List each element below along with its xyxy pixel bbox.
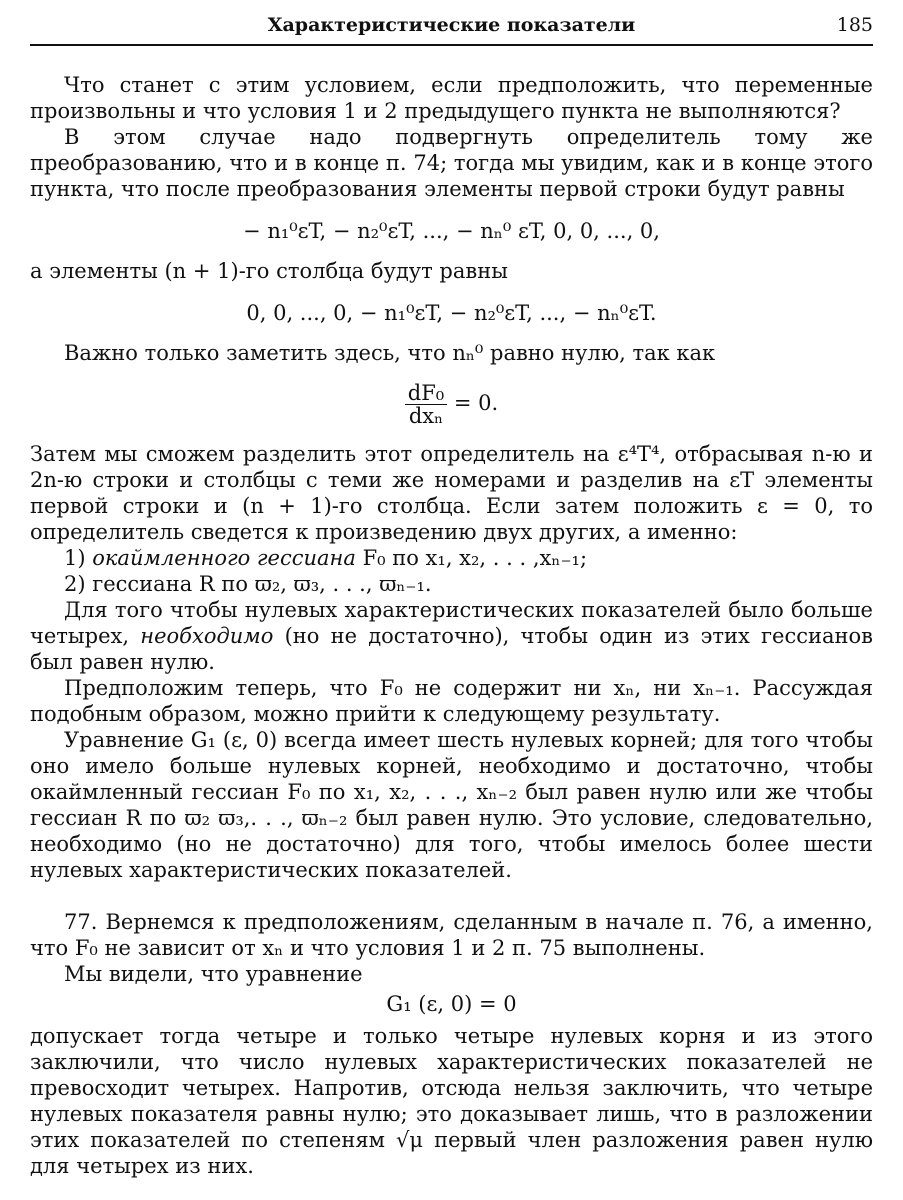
page-body — [30, 72, 873, 1179]
paragraph: В этом случае надо подвергнуть определитель тому же преобразованию, что и в конце п. 74; тогда мы увидим, как и в конце этого пункта, что после преобразования элементы первой строки будут равны — [30, 125, 873, 201]
paragraph: Важно только заметить здесь, что nₙ⁰ равно нулю, так как — [64, 341, 716, 365]
hessian-list — [30, 545, 873, 597]
text-run: Для того чтобы нулевых характеристических показателей было больше четырех, — [30, 598, 873, 648]
formula-equation: G₁ (ε, 0) = 0 — [386, 992, 517, 1016]
paragraph: Что станет с этим условием, если предположить, что переменные произвольны и что условия 1 и 2 предыдущего пункта не выполняются? — [30, 73, 873, 123]
running-header — [30, 12, 873, 42]
list-item-number: 1) — [64, 546, 86, 570]
section-77-paragraph: 77. Вернемся к предположениям, сделанным в начале п. 76, а именно, что F₀ не зависит от xₙ и что условия 1 и 2 п. 75 выполнены. — [30, 910, 873, 960]
paragraph: Мы видели, что уравнение — [64, 962, 363, 986]
formula-derivative — [30, 382, 873, 427]
paragraph: Предположим теперь, что F₀ не содержит ни xₙ, ни xₙ₋₁. Рассуждая подобным образом, можно прийти к следующему результату. — [30, 676, 873, 726]
formula-rhs: = 0. — [453, 391, 499, 415]
list-item — [30, 545, 873, 571]
list-item-text: F₀ по x₁, x₂, . . . ,xₙ₋₁; — [362, 546, 588, 570]
paragraph: а элементы (n + 1)-го столбца будут равны — [30, 259, 508, 283]
fraction-denominator: dxₙ — [408, 404, 444, 428]
emphasis: необходимо — [140, 624, 274, 648]
page-number: 185 — [836, 14, 873, 36]
list-item: 2) гессиана R по ϖ₂, ϖ₃, . . ., ϖₙ₋₁. — [64, 572, 432, 596]
fraction — [405, 382, 447, 427]
fraction-numerator: dF₀ — [405, 382, 447, 405]
text-run: (но не достаточно), чтобы один из этих гессианов был равен нулю. — [30, 624, 873, 674]
formula-first-row: − n₁⁰εT, − n₂⁰εT, ..., − nₙ⁰ εT, 0, 0, ..., 0, — [243, 219, 660, 243]
paragraph: Затем мы сможем разделить этот определитель на ε⁴T⁴, отбрасывая n-ю и 2n-ю строки и столбцы с теми же номерами и разделив на εT элементы первой строки и (n + 1)-го столбца. Если затем положить ε = 0, то определитель сведется к произведению двух других, а именно: — [30, 442, 873, 544]
paragraph — [30, 597, 873, 675]
paragraph: допускает тогда четыре и только четыре нулевых корня и из этого заключили, что число нулевых характеристических показателей не превосходит четырех. Напротив, отсюда нельзя заключить, что четыре нулевых показателя равны нулю; это доказывает лишь, что в разложении этих показателей по степеням √μ первый член разложения равен нулю для четырех из них. — [30, 1024, 873, 1178]
formula-column: 0, 0, ..., 0, − n₁⁰εT, − n₂⁰εT, ..., − nₙ⁰εT. — [246, 301, 657, 325]
list-item-emphasis: окаймленного гессиана — [92, 546, 356, 570]
running-title: Характеристические показатели — [267, 14, 636, 36]
header-rule — [30, 44, 873, 46]
paragraph: Уравнение G₁ (ε, 0) всегда имеет шесть нулевых корней; для того чтобы оно имело больше нулевых корней, необходимо и достаточно, чтобы окаймленный гессиан F₀ по x₁, x₂, . . ., xₙ₋₂ был равен нулю или же чтобы гессиан R по ϖ₂ ϖ₃,. . ., ϖₙ₋₂ был равен нулю. Это условие, следовательно, необходимо (но не достаточно) для того, чтобы имелось более шести нулевых характеристических показателей. — [30, 728, 873, 882]
